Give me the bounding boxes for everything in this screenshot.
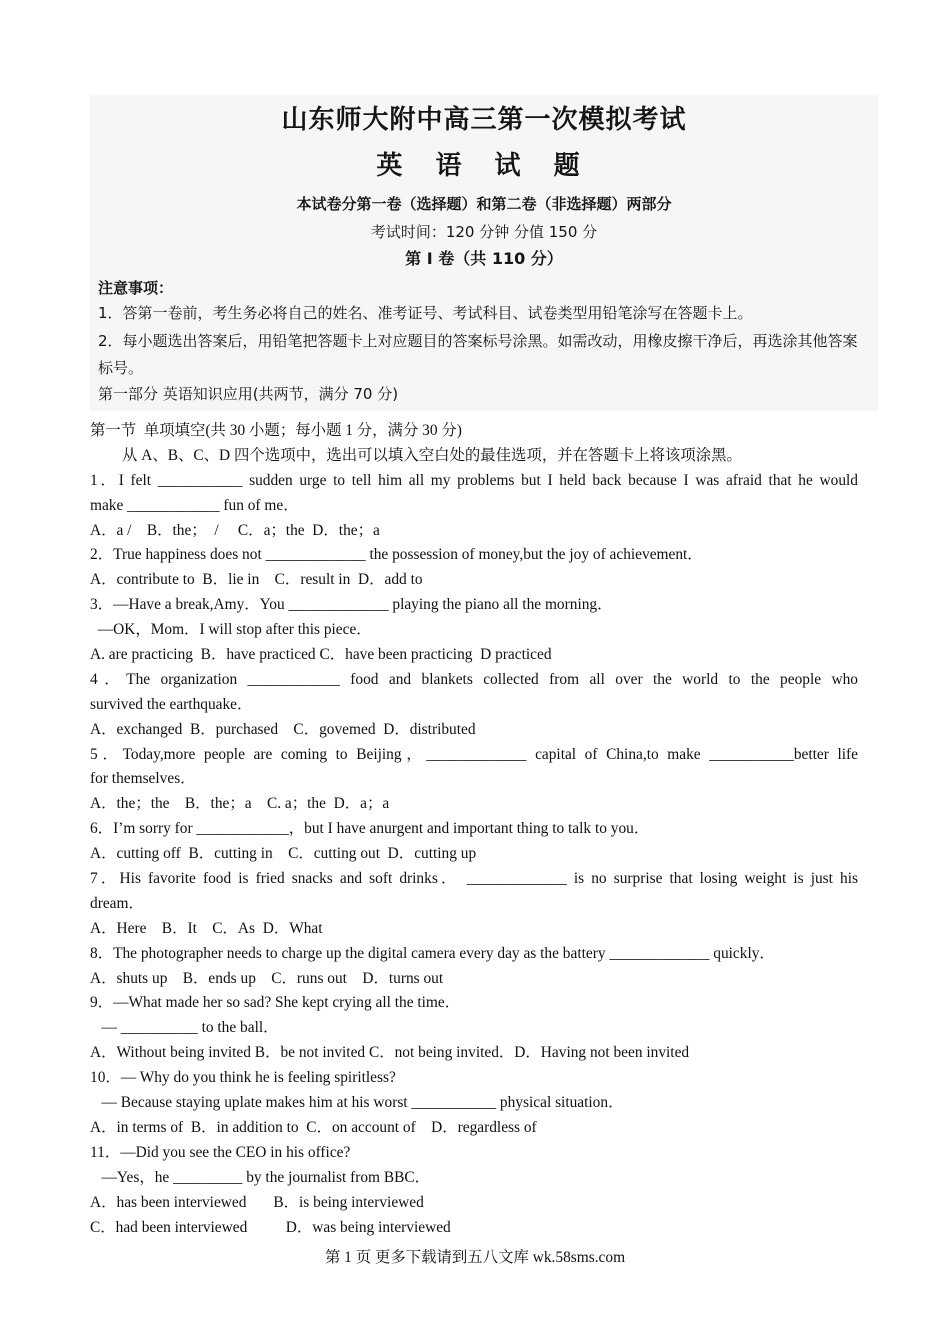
- answer-options: A．in terms of B．in addition to C．on account of D．regardless of: [90, 1118, 537, 1136]
- header-image: [90, 95, 878, 411]
- answer-options: A．the；the B．the；a C. a；the D．a；a: [90, 795, 390, 813]
- question-line: 10．— Why do you think he is feeling spiritless?: [90, 1069, 396, 1087]
- section-instruction: 从 A、B、C、D 四个选项中，选出可以填入空白处的最佳选项，并在答题卡上将该项涂黑。: [122, 446, 742, 464]
- section-title: 第一节 单项填空(共 30 小题；每小题 1 分，满分 30 分): [90, 422, 462, 439]
- answer-options: A．Without being invited B．be not invited C．not being invited．D．Having not been invited: [90, 1044, 690, 1062]
- question-line: 3．—Have a break,Amy．You _____________ playing the piano all the morning．: [90, 596, 613, 614]
- question-line: 8．The photographer needs to charge up the digital camera every day as the battery _____________ quickly．: [90, 944, 775, 962]
- page-footer: 第 1 页 更多下载请到五八文库 wk.58sms.com: [324, 1249, 626, 1266]
- answer-options: A．exchanged B．purchased C．govemed D．distributed: [90, 720, 476, 738]
- question-line: dream．: [90, 894, 144, 912]
- question-line: — Because staying uplate makes him at his worst ___________ physical situation．: [90, 1094, 624, 1112]
- question-line: 1．I felt ___________ sudden urge to tell him all my problems but I held back because I was afraid that he would: [90, 471, 858, 489]
- question-line: 5．Today,more people are coming to Beijing，_____________ capital of China,to make ___________better life: [90, 745, 858, 763]
- exam-title: 山东师大附中高三第一次模拟考试: [281, 105, 687, 135]
- answer-options: A. are practicing B．have practiced C．have been practicing D practiced: [90, 646, 552, 664]
- question-line: 4．The organization ____________ food and blankets collected from all over the world to the people who: [90, 670, 858, 688]
- answer-options: A．a / B．the； / C．a；the D．the；a: [90, 521, 380, 539]
- answer-options: A．shuts up B．ends up C．runs out D．turns out: [90, 969, 444, 987]
- answer-options: C．had been interviewed D．was being interviewed: [90, 1218, 451, 1236]
- volume-title: 第 I 卷（共 110 分）: [405, 249, 563, 268]
- question-line: survived the earthquake．: [90, 695, 253, 713]
- answer-options: A．cutting off B．cutting in C．cutting out D．cutting up: [90, 845, 477, 863]
- question-line: 11．—Did you see the CEO in his office?: [90, 1143, 351, 1161]
- part-title: 第一部分 英语知识应用(共两节，满分 70 分): [98, 385, 399, 403]
- question-line: —Yes，he _________ by the journalist from BBC．: [90, 1168, 431, 1186]
- question-line: make ____________ fun of me．: [90, 496, 299, 514]
- answer-options: A．Here B．It C．As D．What: [90, 919, 323, 937]
- answer-options: A．contribute to B．lie in C．result in D．add to: [90, 571, 423, 589]
- notice-title: 注意事项：: [98, 279, 174, 297]
- question-content: [90, 419, 858, 1240]
- question-line: 9．—What made her so sad? She kept crying all the time．: [90, 994, 461, 1012]
- question-line: 7．His favorite food is fried snacks and soft drinks． _____________ is no surprise that losing weight is just his: [90, 870, 858, 888]
- question-line: —OK，Mom．I will stop after this piece．: [90, 621, 372, 639]
- answer-options: A．has been interviewed B．is being interviewed: [90, 1193, 424, 1211]
- question-line: 6．I’m sorry for ____________，but I have anurgent and important thing to talk to you．: [90, 820, 650, 838]
- exam-info: 考试时间：120 分钟 分值 150 分: [370, 223, 598, 241]
- notice-rule-1: 1．答第一卷前，考生务必将自己的姓名、准考证号、考试科目、试卷类型用铅笔涂写在答题卡上。: [98, 304, 753, 322]
- subject-title: 英 语 试 题: [376, 151, 592, 181]
- question-line: 2．True happiness does not _____________ the possession of money,but the joy of achievement．: [90, 546, 703, 564]
- exam-description: 本试卷分第一卷（选择题）和第二卷（非选择题）两部分: [296, 195, 672, 213]
- question-line: for themselves．: [90, 770, 196, 788]
- notice-rule-2: 2．每小题选出答案后，用铅笔把答题卡上对应题目的答案标号涂黑。如需改动，用橡皮擦干净后，再选涂其他答案标号。: [98, 332, 858, 377]
- question-line: — __________ to the ball．: [90, 1019, 279, 1037]
